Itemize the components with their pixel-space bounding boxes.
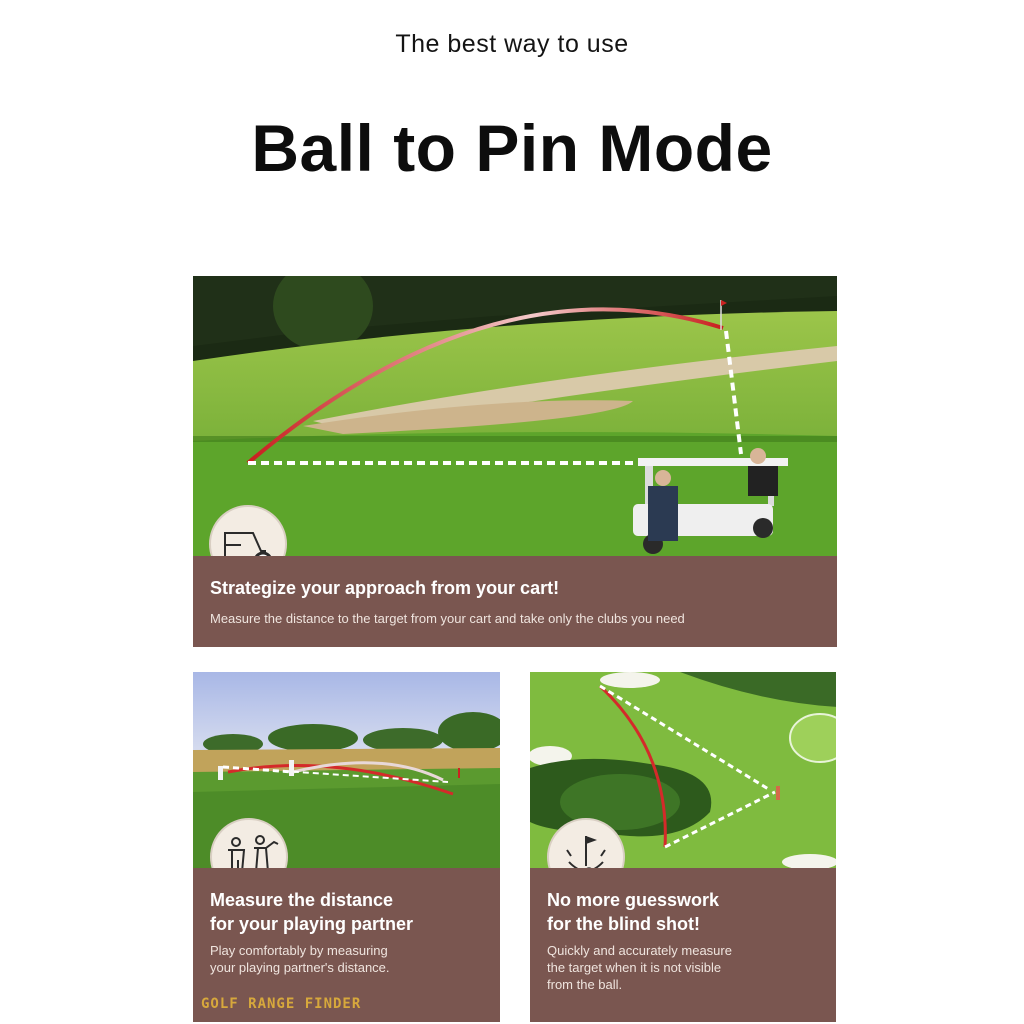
- partner-card-description: Play comfortably by measuring your playing partner's distance.: [210, 943, 390, 975]
- brand-label: GOLF RANGE FINDER: [201, 996, 362, 1012]
- cart-scene-image: [193, 276, 837, 556]
- card-partner: [193, 672, 500, 1022]
- blind-shot-card-title: No more guesswork for the blind shot!: [547, 890, 720, 934]
- cart-card-description: Measure the distance to the target from your cart and take only the clubs you need: [210, 611, 685, 626]
- eyebrow-text: The best way to use: [395, 30, 629, 58]
- blind-shot-card-description: Quickly and accurately measure the target when it is not visible from the ball.: [547, 943, 732, 992]
- cart-info-panel: [193, 556, 837, 647]
- card-blind-shot: [530, 672, 836, 1022]
- partner-card-title: Measure the distance for your playing partner: [210, 890, 414, 934]
- blind-shot-info-panel: [530, 868, 836, 1022]
- partner-info-panel: [193, 868, 500, 1022]
- page-title: Ball to Pin Mode: [251, 111, 773, 185]
- cart-card-title: Strategize your approach from your cart!: [210, 578, 560, 598]
- card-cart: [193, 276, 837, 647]
